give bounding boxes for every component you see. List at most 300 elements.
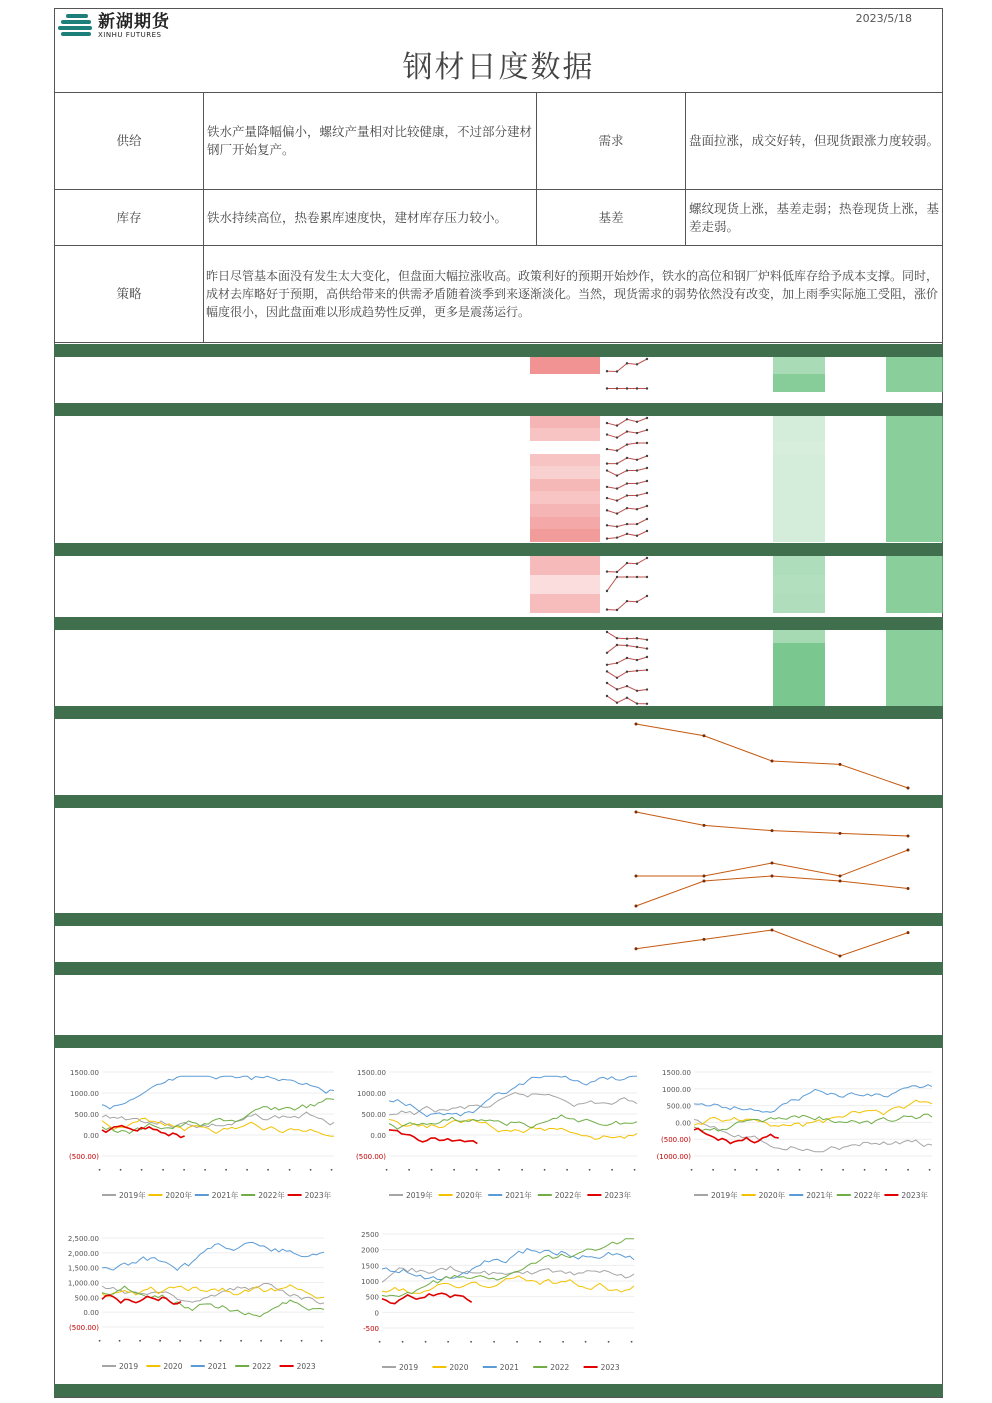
sparkline bbox=[601, 428, 653, 440]
row-name bbox=[54, 719, 204, 732]
row-lw bbox=[711, 416, 772, 429]
fund-cell bbox=[164, 975, 274, 990]
svg-text:•: • bbox=[775, 1168, 783, 1172]
row-dod bbox=[530, 441, 600, 454]
header-date bbox=[334, 913, 400, 926]
row-value bbox=[268, 466, 333, 479]
header-title bbox=[54, 543, 203, 556]
row-name bbox=[54, 491, 203, 504]
table-header bbox=[54, 543, 943, 556]
row-value bbox=[333, 454, 398, 467]
svg-text:•: • bbox=[97, 1339, 104, 1343]
row-wow bbox=[773, 479, 826, 492]
row-value bbox=[333, 504, 398, 517]
row-value bbox=[268, 454, 333, 467]
row-dod bbox=[530, 466, 600, 479]
row-ly bbox=[825, 630, 886, 643]
header-date bbox=[400, 913, 466, 926]
row-dod bbox=[530, 681, 600, 694]
row-value bbox=[203, 517, 268, 530]
trend-cell bbox=[600, 491, 654, 504]
row-value bbox=[336, 926, 402, 962]
y-tick: 1500.00 bbox=[662, 1069, 691, 1077]
header-lastyear bbox=[825, 617, 886, 630]
table-row bbox=[54, 594, 943, 613]
trend-point bbox=[771, 862, 774, 865]
legend-label: 2022 bbox=[252, 1362, 272, 1371]
row-value bbox=[333, 416, 398, 429]
fund-cell bbox=[400, 975, 510, 990]
row-value bbox=[464, 454, 529, 467]
row-avg bbox=[654, 466, 711, 479]
legend-label: 2019 bbox=[399, 1363, 419, 1372]
row-name bbox=[54, 416, 203, 429]
series-line-2023 bbox=[102, 1295, 181, 1304]
row-yoy bbox=[886, 668, 942, 681]
header-date bbox=[268, 543, 333, 556]
table-row bbox=[54, 466, 943, 479]
header-trend5 bbox=[600, 403, 654, 416]
row-value bbox=[333, 556, 398, 575]
svg-text:•: • bbox=[223, 1168, 231, 1172]
row-dod bbox=[530, 575, 600, 594]
row-value bbox=[270, 926, 336, 962]
row-value bbox=[268, 374, 333, 392]
row-ly bbox=[825, 668, 886, 681]
report-title: 钢材日度数据 bbox=[402, 50, 595, 85]
row-yoy bbox=[886, 517, 942, 530]
header-date bbox=[399, 543, 464, 556]
row-lw bbox=[711, 441, 772, 454]
header-dod bbox=[531, 706, 602, 719]
row-lw bbox=[711, 681, 772, 694]
row-value bbox=[464, 479, 529, 492]
table-section bbox=[54, 617, 943, 707]
series-line-2023年 bbox=[389, 1130, 477, 1144]
trend-cell bbox=[600, 529, 654, 542]
header-date bbox=[465, 706, 531, 719]
trend-chart bbox=[600, 718, 940, 798]
row-value bbox=[268, 441, 333, 454]
y-tick: 2,500.00 bbox=[67, 1235, 99, 1243]
row-yoy bbox=[886, 479, 942, 492]
header-date bbox=[333, 403, 398, 416]
row-avg bbox=[654, 357, 711, 375]
row-value bbox=[204, 719, 270, 732]
legend-label: 2019年 bbox=[119, 1191, 146, 1200]
row-value bbox=[270, 744, 336, 757]
row-value bbox=[268, 655, 333, 668]
trend-point bbox=[907, 835, 910, 838]
legend-label: 2021年 bbox=[211, 1191, 239, 1200]
row-value bbox=[464, 681, 529, 694]
legend-label: 2023年 bbox=[604, 1191, 631, 1200]
row-value bbox=[399, 416, 464, 429]
row-name bbox=[54, 876, 204, 910]
row-wow bbox=[773, 374, 826, 392]
row-name bbox=[54, 594, 203, 613]
header-dod bbox=[530, 543, 600, 556]
row-value bbox=[268, 479, 333, 492]
row-value bbox=[204, 876, 270, 910]
row-dod bbox=[530, 416, 600, 429]
trend-point bbox=[703, 880, 706, 883]
table-row bbox=[54, 504, 943, 517]
row-value bbox=[203, 630, 268, 643]
row-avg bbox=[654, 517, 711, 530]
trend-cell bbox=[600, 681, 654, 694]
row-value bbox=[268, 630, 333, 643]
series-line-2021年 bbox=[389, 1076, 637, 1116]
svg-text:•: • bbox=[818, 1168, 826, 1172]
fund-row bbox=[54, 975, 943, 990]
svg-text:•: • bbox=[519, 1168, 527, 1172]
row-value bbox=[268, 643, 333, 656]
y-tick: (500.00) bbox=[69, 1324, 99, 1332]
row-ly bbox=[825, 416, 886, 429]
row-value bbox=[402, 732, 468, 745]
row-value bbox=[203, 479, 268, 492]
row-wow bbox=[773, 575, 826, 594]
table-row bbox=[54, 441, 943, 454]
row-value bbox=[402, 719, 468, 732]
row-ly bbox=[825, 517, 886, 530]
row-dod bbox=[530, 655, 600, 668]
row-name bbox=[54, 517, 203, 530]
table-header bbox=[54, 344, 943, 357]
trend-point bbox=[771, 875, 774, 878]
fund-cell bbox=[636, 975, 746, 990]
trend-point bbox=[907, 849, 910, 852]
svg-text:•: • bbox=[732, 1168, 740, 1172]
header-date bbox=[268, 344, 333, 357]
svg-text:•: • bbox=[689, 1168, 696, 1172]
row-lw bbox=[711, 357, 772, 375]
row-dod bbox=[534, 783, 605, 796]
row-lw bbox=[711, 668, 772, 681]
row-dod bbox=[530, 357, 600, 375]
trend-cell bbox=[600, 466, 654, 479]
fund-cell bbox=[746, 975, 856, 990]
sparkline bbox=[601, 479, 653, 491]
trend-point bbox=[839, 763, 842, 766]
legend-label: 2022 bbox=[550, 1363, 570, 1372]
trend-chart bbox=[600, 806, 940, 914]
row-avg bbox=[654, 441, 711, 454]
row-ly bbox=[825, 357, 886, 375]
trend-point bbox=[635, 811, 638, 814]
row-dod bbox=[534, 757, 605, 770]
row-value bbox=[336, 808, 402, 842]
row-value bbox=[468, 744, 534, 757]
row-value bbox=[270, 842, 336, 876]
svg-text:•: • bbox=[197, 1339, 205, 1343]
fund-row bbox=[54, 990, 943, 1005]
row-value bbox=[333, 357, 398, 375]
y-tick: 1000 bbox=[361, 1278, 379, 1286]
row-value bbox=[399, 428, 464, 441]
trend-point bbox=[907, 887, 910, 890]
trend-cell bbox=[600, 630, 654, 643]
table-row bbox=[54, 517, 943, 530]
basis-text: 螺纹现货上涨，基差走弱；热卷现货上涨，基差走弱。 bbox=[686, 190, 943, 246]
row-name bbox=[54, 643, 203, 656]
row-yoy bbox=[886, 504, 942, 517]
row-avg bbox=[654, 454, 711, 467]
row-ly bbox=[825, 655, 886, 668]
svg-text:•: • bbox=[632, 1168, 639, 1172]
header-title bbox=[54, 344, 203, 357]
supply-label: 供给 bbox=[55, 93, 204, 190]
row-value bbox=[203, 454, 268, 467]
row-value bbox=[468, 842, 534, 876]
legend-label: 2020年 bbox=[165, 1191, 192, 1200]
header-date bbox=[464, 344, 529, 357]
row-dod bbox=[530, 643, 600, 656]
header-date bbox=[399, 403, 464, 416]
table-row bbox=[54, 454, 943, 467]
trend-point bbox=[703, 875, 706, 878]
trend-cell bbox=[600, 668, 654, 681]
row-yoy bbox=[886, 466, 942, 479]
report-date: 2023/5/18 bbox=[855, 12, 912, 25]
row-value bbox=[464, 504, 529, 517]
row-value bbox=[464, 529, 529, 542]
row-value bbox=[203, 491, 268, 504]
svg-text:•: • bbox=[445, 1340, 453, 1344]
header-yoy bbox=[886, 617, 942, 630]
row-value bbox=[402, 783, 468, 796]
sparkline bbox=[601, 441, 653, 453]
row-value bbox=[268, 428, 333, 441]
table-row bbox=[54, 575, 943, 594]
header-lastyear bbox=[825, 344, 886, 357]
row-lw bbox=[711, 374, 772, 392]
trend-cell bbox=[600, 479, 654, 492]
row-avg bbox=[654, 668, 711, 681]
svg-text:•: • bbox=[583, 1340, 591, 1344]
sparkline bbox=[601, 454, 653, 466]
row-ly bbox=[825, 466, 886, 479]
row-ly bbox=[825, 441, 886, 454]
row-value bbox=[399, 594, 464, 613]
fund-cell bbox=[274, 990, 400, 1005]
row-wow bbox=[773, 594, 826, 613]
row-value bbox=[464, 491, 529, 504]
svg-text:•: • bbox=[629, 1340, 636, 1344]
svg-text:•: • bbox=[278, 1339, 286, 1343]
row-value bbox=[203, 504, 268, 517]
trend-cell bbox=[600, 454, 654, 467]
y-tick: 500.00 bbox=[74, 1294, 99, 1303]
row-name bbox=[54, 681, 203, 694]
row-value bbox=[464, 668, 529, 681]
row-yoy bbox=[886, 694, 942, 707]
sparkline bbox=[601, 491, 653, 503]
legend-label: 2020 bbox=[163, 1362, 183, 1371]
svg-text:•: • bbox=[840, 1168, 848, 1172]
svg-text:•: • bbox=[244, 1168, 252, 1172]
footer-header bbox=[54, 1384, 943, 1397]
row-value bbox=[464, 694, 529, 707]
row-ly bbox=[825, 681, 886, 694]
row-value bbox=[204, 732, 270, 745]
row-wow bbox=[773, 454, 826, 467]
row-wow bbox=[773, 416, 826, 429]
row-avg bbox=[654, 504, 711, 517]
row-value bbox=[203, 466, 268, 479]
demand-text: 盘面拉涨，成交好转，但现货跟涨力度较弱。 bbox=[686, 93, 943, 190]
series-line-2019年 bbox=[694, 1120, 932, 1152]
trend-point bbox=[907, 931, 910, 934]
trend-point bbox=[839, 955, 842, 958]
y-tick: (500.00) bbox=[661, 1136, 691, 1145]
row-ly bbox=[825, 479, 886, 492]
row-value bbox=[203, 428, 268, 441]
row-value bbox=[336, 719, 402, 732]
row-avg bbox=[654, 575, 711, 594]
table-row bbox=[54, 529, 943, 542]
row-value bbox=[399, 694, 464, 707]
row-value bbox=[270, 808, 336, 842]
row-name bbox=[54, 808, 204, 842]
row-avg bbox=[654, 529, 711, 542]
header-dod bbox=[530, 403, 600, 416]
row-wow bbox=[773, 504, 826, 517]
y-tick: 1000.00 bbox=[70, 1090, 99, 1098]
svg-text:•: • bbox=[399, 1340, 407, 1344]
legend-label: 2020年 bbox=[758, 1191, 786, 1200]
row-avg bbox=[654, 655, 711, 668]
fund-cell bbox=[510, 975, 636, 990]
sparkline bbox=[601, 374, 653, 391]
row-yoy bbox=[886, 374, 942, 392]
row-wow bbox=[773, 357, 826, 375]
table-row bbox=[54, 694, 943, 707]
legend-label: 2019 bbox=[119, 1362, 139, 1371]
row-name bbox=[54, 529, 203, 542]
row-yoy bbox=[886, 454, 942, 467]
row-value bbox=[464, 466, 529, 479]
row-value bbox=[203, 556, 268, 575]
fund-cell bbox=[636, 990, 746, 1005]
row-lw bbox=[711, 428, 772, 441]
svg-text:•: • bbox=[609, 1168, 617, 1172]
series-line-2019 bbox=[382, 1266, 634, 1282]
header-lastw bbox=[711, 617, 772, 630]
row-value bbox=[333, 441, 398, 454]
row-value bbox=[268, 529, 333, 542]
y-tick: 0.00 bbox=[83, 1309, 99, 1318]
summary-table bbox=[54, 92, 943, 343]
row-wow bbox=[773, 428, 826, 441]
row-wow bbox=[773, 655, 826, 668]
svg-text:•: • bbox=[541, 1168, 549, 1172]
row-value bbox=[464, 357, 529, 375]
svg-text:•: • bbox=[319, 1339, 326, 1343]
row-name bbox=[54, 694, 203, 707]
header-avg5 bbox=[654, 543, 711, 556]
row-name bbox=[54, 428, 203, 441]
row-yoy bbox=[886, 416, 942, 429]
header-date bbox=[399, 617, 464, 630]
row-name bbox=[54, 668, 203, 681]
trend-point bbox=[635, 905, 638, 908]
table-header bbox=[54, 706, 943, 719]
svg-text:•: • bbox=[586, 1168, 594, 1172]
fund-cell bbox=[636, 1020, 746, 1035]
row-value bbox=[268, 668, 333, 681]
row-name bbox=[54, 466, 203, 479]
row-value bbox=[268, 575, 333, 594]
row-value bbox=[468, 757, 534, 770]
row-value bbox=[402, 876, 468, 910]
svg-text:•: • bbox=[238, 1339, 246, 1343]
row-value bbox=[399, 479, 464, 492]
row-value bbox=[268, 416, 333, 429]
row-name bbox=[54, 744, 204, 757]
header-date bbox=[464, 617, 529, 630]
row-value bbox=[270, 719, 336, 732]
row-value bbox=[399, 504, 464, 517]
row-name bbox=[54, 842, 204, 876]
row-avg bbox=[654, 491, 711, 504]
table-header bbox=[54, 617, 943, 630]
row-value bbox=[203, 655, 268, 668]
svg-text:•: • bbox=[218, 1339, 226, 1343]
header-dod bbox=[530, 344, 600, 357]
strategy-label: 策略 bbox=[55, 246, 204, 343]
y-tick: 1500.00 bbox=[357, 1069, 386, 1077]
supply-text: 铁水产量降幅偏小，螺纹产量相对比较健康，不过部分建材钢厂开始复产。 bbox=[204, 93, 537, 190]
row-name bbox=[54, 556, 203, 575]
row-lw bbox=[711, 479, 772, 492]
row-yoy bbox=[886, 491, 942, 504]
row-dod bbox=[530, 668, 600, 681]
svg-text:•: • bbox=[329, 1168, 336, 1172]
row-value bbox=[402, 744, 468, 757]
svg-text:•: • bbox=[710, 1168, 718, 1172]
trend-cell bbox=[600, 428, 654, 441]
header-title bbox=[54, 617, 203, 630]
y-tick: 0.00 bbox=[675, 1119, 691, 1128]
row-name bbox=[54, 770, 204, 783]
row-value bbox=[399, 681, 464, 694]
row-value bbox=[468, 926, 534, 962]
trend-point bbox=[839, 832, 842, 835]
y-tick: 500.00 bbox=[361, 1111, 386, 1119]
table-row bbox=[54, 630, 943, 643]
row-value bbox=[336, 842, 402, 876]
svg-text:•: • bbox=[514, 1340, 522, 1344]
stock-text: 铁水持续高位，热卷累库速度快，建材库存压力较小。 bbox=[204, 190, 537, 246]
row-value bbox=[399, 630, 464, 643]
table-row bbox=[54, 681, 943, 694]
fund-cell bbox=[54, 1005, 164, 1020]
trend-cell bbox=[600, 556, 654, 575]
row-dod bbox=[530, 694, 600, 707]
y-tick: 500 bbox=[365, 1293, 379, 1302]
strategy-text: 昨日尽管基本面没有发生太大变化，但盘面大幅拉涨收高。政策利好的预期开始炒作，铁水的高位和钢厂炉料低库存给予成本支撑。同时，成材去库略好于预期，高供给带来的供需矛盾随着淡季到来逐渐淡化。当然，现货需求的弱势依然没有改变，加上雨季实际施工受阻，涨价幅度很小，因此盘面难以形成趋势性反弹，更多是震荡运行。 bbox=[204, 246, 943, 343]
header-wow bbox=[773, 344, 826, 357]
row-wow bbox=[773, 466, 826, 479]
sparkline bbox=[601, 556, 653, 574]
row-dod bbox=[530, 594, 600, 613]
fund-cell bbox=[54, 1020, 164, 1035]
fund-row bbox=[54, 1005, 943, 1020]
trend-point bbox=[635, 723, 638, 726]
row-value bbox=[399, 441, 464, 454]
